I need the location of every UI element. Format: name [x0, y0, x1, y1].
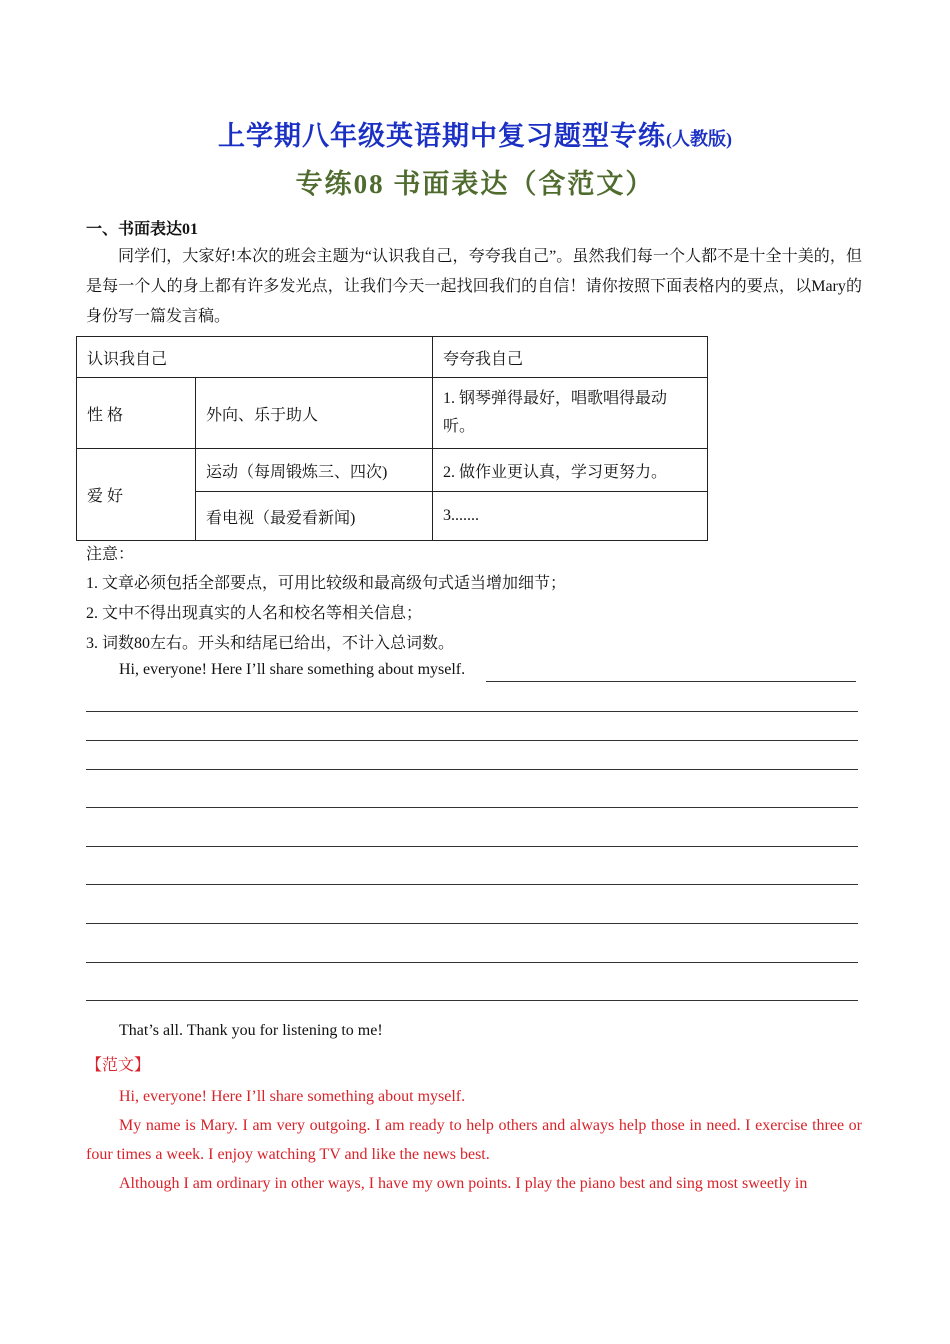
table-header-right: 夸夸我自己	[433, 337, 708, 378]
row-item-sport: 运动（每周锻炼三、四次)	[196, 449, 433, 492]
row-praise-2: 2. 做作业更认真，学习更努力。	[433, 449, 708, 492]
notes-heading: 注意：	[86, 546, 135, 563]
note-item-1: 1. 文章必须包括全部要点，可用比较级和最高级句式适当增加细节；	[86, 575, 567, 592]
page-title	[0, 114, 950, 153]
table-row	[77, 449, 708, 492]
model-paragraph-3: Although I am ordinary in other ways, I have my own points. I play the piano best and sing most sweetly in	[119, 1175, 808, 1192]
row-label-hobby: 爱 好	[77, 449, 196, 541]
answer-line	[86, 740, 858, 741]
note-item-2: 2. 文中不得出现真实的人名和校名等相关信息；	[86, 605, 423, 622]
answer-line	[86, 884, 858, 885]
row-item-tv: 看电视（最爱看新闻)	[196, 492, 433, 541]
title-suffix: (人教版)	[666, 129, 732, 149]
outline-table	[76, 336, 708, 541]
answer-line	[86, 923, 858, 924]
answer-line	[86, 807, 858, 808]
task-intro: 同学们，大家好!本次的班会主题为“认识我自己，夸夸我自己”。虽然我们每一个人都不是十全十美的，但是每一个人的身上都有许多发光点，让我们今天一起找回我们的自信！请你按照下面表格内的要点，以Mary的身份写一篇发言稿。	[86, 248, 862, 325]
model-paragraph-2: My name is Mary. I am very outgoing. I am ready to help others and always help those in need. I exercise three or four times a week. I enjoy watching TV and like the news best.	[86, 1117, 862, 1163]
section-heading: 一、书面表达01	[86, 221, 199, 238]
row-item-personality: 外向、乐于助人	[196, 378, 433, 449]
table-header-left: 认识我自己	[77, 337, 433, 378]
table-row	[77, 378, 708, 449]
answer-line	[86, 769, 858, 770]
note-item-3: 3. 词数80左右。开头和结尾已给出，不计入总词数。	[86, 635, 455, 652]
model-paragraph-1: Hi, everyone! Here I’ll share something about myself.	[119, 1088, 466, 1105]
title-main: 上学期八年级英语期中复习题型专练	[218, 121, 666, 151]
page-subtitle: 专练08 书面表达（含范文）	[295, 169, 655, 199]
answer-line	[86, 711, 858, 712]
answer-line	[486, 681, 856, 682]
row-praise-3: 3.......	[433, 492, 708, 541]
answer-line	[86, 962, 858, 963]
writing-opening: Hi, everyone! Here I’ll share something about myself.	[119, 661, 466, 678]
writing-closing: That’s all. Thank you for listening to me!	[119, 1022, 383, 1039]
table-header-row	[77, 337, 708, 378]
answer-line	[86, 1000, 858, 1001]
row-praise-1: 1. 钢琴弹得最好，唱歌唱得最动听。	[433, 378, 708, 449]
model-essay-heading: 【范文】	[86, 1057, 151, 1074]
row-label-personality: 性 格	[77, 378, 196, 449]
answer-line	[86, 846, 858, 847]
